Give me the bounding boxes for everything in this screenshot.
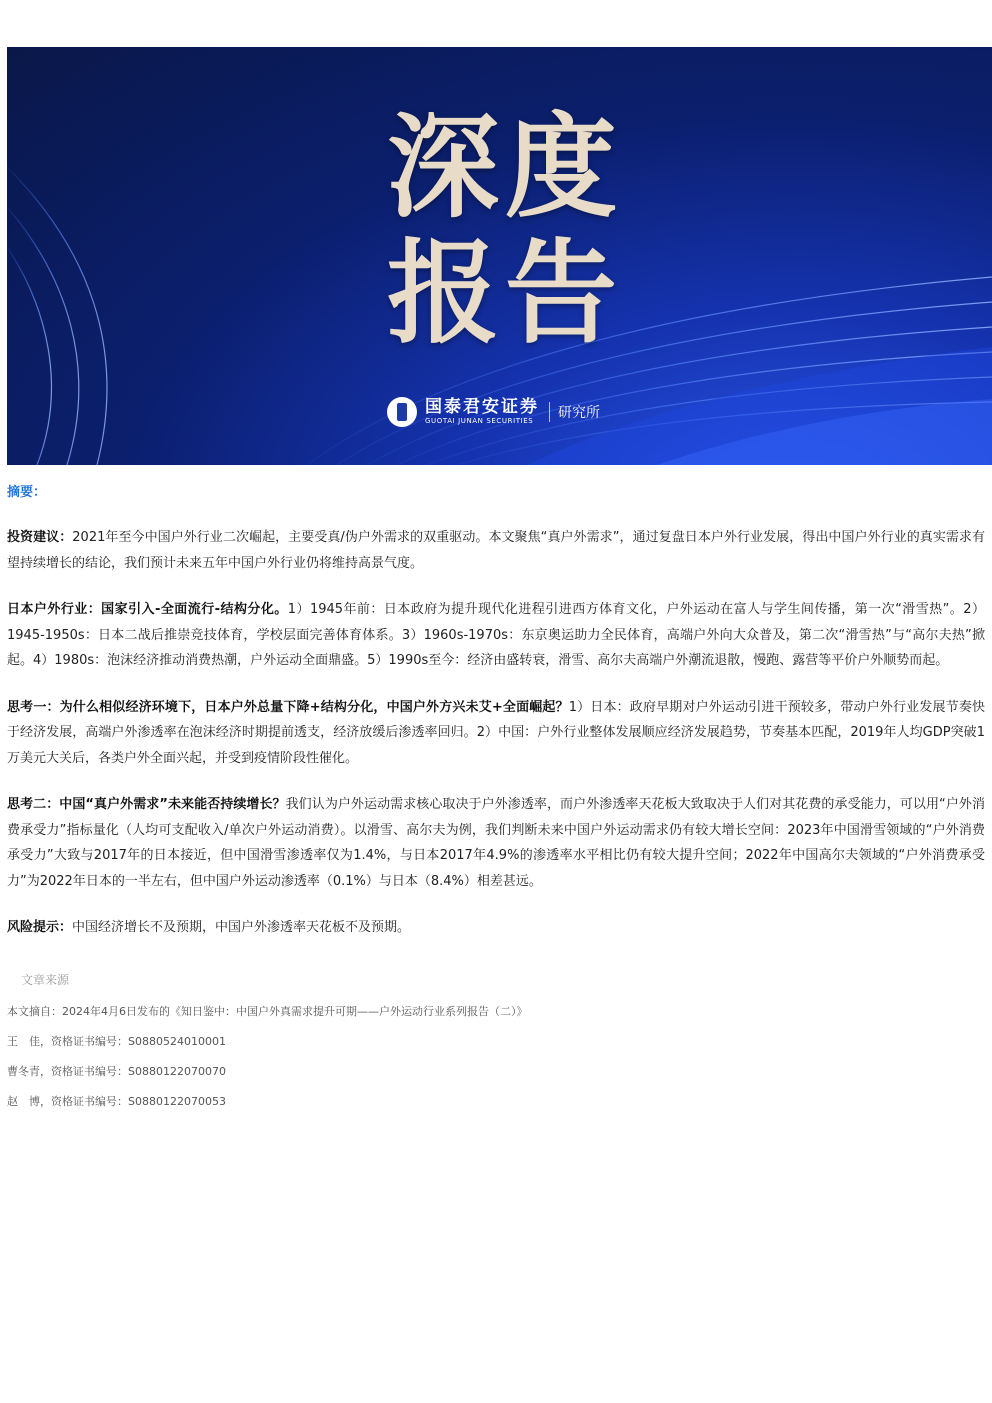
article-body — [7, 481, 985, 1123]
source-label: 文章来源 — [21, 972, 70, 987]
section-text: 1）日本：政府早期对户外运动引进干预较多，带动户外行业发展节奏快于经济发展，高端户外渗透率在泡沫经济时期提前透支，经济放缓后渗透率回归。2）中国：户外行业整体发展顺应经济发展趋势，节奏基本匹配，2019年人均GDP突破1万美元大关后，各类户外全面兴起，并受到疫情阶段性催化。 — [7, 699, 985, 766]
section-text: 中国经济增长不及预期，中国户外渗透率天花板不及预期。 — [72, 920, 411, 935]
section-heading: 投资建议： — [7, 530, 73, 545]
section-japan-outdoor — [7, 597, 985, 674]
abstract-heading: 摘要： — [7, 485, 47, 500]
banner-title — [387, 102, 647, 359]
banner-title-line-2: 报告 — [387, 228, 623, 359]
brand-logo-icon — [387, 397, 417, 427]
brand-logo — [387, 397, 600, 427]
institute-name: 研究所 — [558, 405, 600, 421]
author-line: 曹冬青，资格证书编号：S0880122070070 — [7, 1064, 226, 1078]
source-excerpt: 本文摘自：2024年4月6日发布的《知日鉴中：中国户外真需求提升可期——户外运动行业系列报告（二）》 — [7, 1004, 528, 1018]
section-thought-two — [7, 792, 985, 894]
section-text: 1）1945年前：日本政府为提升现代化进程引进西方体育文化，户外运动在富人与学生间传播，第一次“滑雪热”。2）1945-1950s：日本二战后推崇竞技体育，学校层面完善体育体系。3）1960s-1970s：东京奥运助力全民体育，高端户外向大众普及，第二次“滑雪热”与“高尔夫热”掀起。4）1980s：泡沫经济推动消费热潮，户外运动全面鼎盛。5）1990s至今：经济由盛转衰，滑雪、高尔夫高端户外潮流退散，慢跑、露营等平价户外顺势而起。 — [7, 602, 985, 668]
brand-name — [425, 398, 539, 426]
author-line: 赵 博，资格证书编号：S0880122070053 — [7, 1094, 226, 1108]
section-heading: 思考二：中国“真户外需求”未来能否持续增长？ — [7, 797, 286, 812]
section-risk-warning — [7, 915, 985, 941]
section-investment-advice — [7, 525, 985, 576]
section-thought-one — [7, 695, 985, 772]
section-heading: 思考一：为什么相似经济环境下，日本户外总量下降+结构分化，中国户外方兴未艾+全面崛起？ — [7, 699, 569, 715]
logo-divider — [549, 402, 550, 422]
brand-name-en: GUOTAI JUNAN SECURITIES — [425, 417, 534, 425]
section-heading: 风险提示： — [7, 920, 73, 935]
author-line: 王 佳，资格证书编号：S0880524010001 — [7, 1034, 226, 1048]
banner-title-line-1: 深度 — [387, 102, 623, 233]
section-text: 2021年至今中国户外行业二次崛起，主要受真/伪户外需求的双重驱动。本文聚焦“真户外需求”，通过复盘日本户外行业发展，得出中国户外行业的真实需求有望持续增长的结论，我们预计未来五年中国户外行业仍将维持高景气度。 — [7, 530, 985, 571]
section-heading: 日本户外行业：国家引入-全面流行-结构分化。 — [7, 602, 288, 617]
report-banner — [7, 47, 992, 465]
brand-name-cn: 国泰君安证券 — [425, 397, 539, 417]
section-text: 我们认为户外运动需求核心取决于户外渗透率，而户外渗透率天花板大致取决于人们对其花费的承受能力，可以用“户外消费承受力”指标量化（人均可支配收入/单次户外运动消费）。以滑雪、高尔夫为例，我们判断未来中国户外运动需求仍有较大增长空间：2023年中国滑雪领域的“户外消费承受力”大致与2017年的日本接近，但中国滑雪渗透率仅为1.4%，与日本2017年4.9%的渗透率水平相比仍有较大提升空间；2022年中国高尔夫领域的“户外消费承受力”为2022年日本的一半左右，但中国户外运动渗透率（0.1%）与日本（8.4%）相差甚远。 — [7, 797, 985, 889]
